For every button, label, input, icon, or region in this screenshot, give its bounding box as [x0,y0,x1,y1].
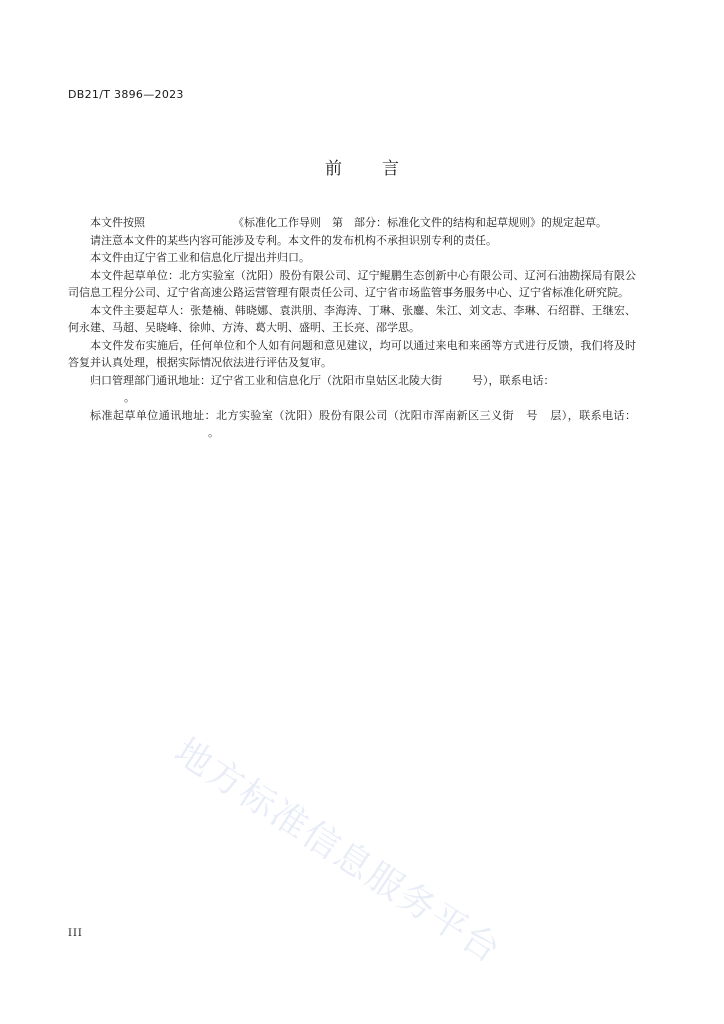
text-segment: 层），联系电话： [549,408,637,422]
text-segment: 标准起草单位通讯地址：北方实验室（沈阳）股份有限公司（沈阳市浑南新区三义街 [90,408,514,422]
text-segment: 号 [525,408,538,422]
watermark: 地方标准信息服务平台 [167,730,509,973]
paragraph-drafter-address [68,407,636,442]
paragraph-proposer: 本文件由辽宁省工业和信息化厅提出并归口。 [90,251,310,264]
document-code: DB21/T 3896—2023 [68,88,184,101]
text-segment: 本文件按照 [90,216,145,229]
paragraph-drafters: 本文件主要起草人：张楚楠、韩晓娜、袁洪朋、李海涛、丁琳、张鏖、朱江、刘文志、李琳、石绍群、王继宏、何永建、马超、吴晓峰、徐帅、方涛、葛大明、盛明、王长亮、邵学思。 [68,303,636,334]
paragraph-drafting-rules [68,214,636,232]
paragraph-drafting-units: 本文件起草单位：北方实验室（沈阳）股份有限公司、辽宁鲲鹏生态创新中心有限公司、辽河石油勘探局有限公司信息工程分公司、辽宁省高速公路运营管理有限责任公司、辽宁省市场监管事务服务中心、辽宁省标准化研究院。 [68,268,636,299]
paragraph-patent-notice: 请注意本文件的某些内容可能涉及专利。本文件的发布机构不承担识别专利的责任。 [90,233,497,247]
page-number: III [68,928,83,939]
foreword-body [68,214,636,442]
text-segment: 。 [124,391,135,404]
page-title: 前言 [325,159,439,179]
text-segment: 号），联系电话： [472,373,555,387]
paragraph-authority-address [68,372,636,407]
text-segment: 归口管理部门通讯地址：辽宁省工业和信息化厅（沈阳市皇姑区北陵大街 [90,373,442,387]
paragraph-feedback: 本文件发布实施后，任何单位和个人如有问题和意见建议，均可以通过来电和来函等方式进行反馈，我们将及时答复并认真处理，根据实际情况依法进行评估及复审。 [68,338,636,369]
text-segment: 部分：标准化文件的结构和起草规则》的规定起草。 [354,216,607,229]
text-segment: 《标准化工作导则 第 [233,216,343,229]
text-segment: 。 [208,426,219,439]
